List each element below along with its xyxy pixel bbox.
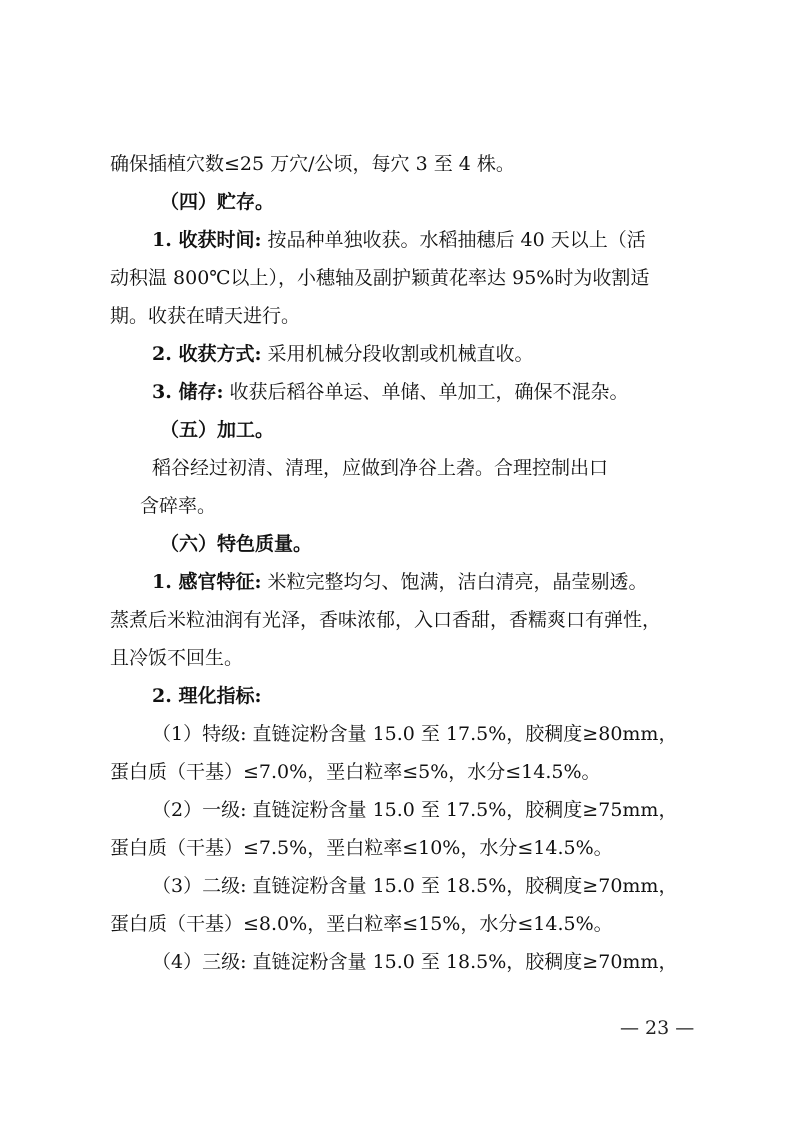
section-heading-storage: （四）贮存。 bbox=[160, 191, 275, 213]
text-line: 1. 感官特征: 米粒完整均匀、饱满，洁白清亮，晶莹剔透。 bbox=[152, 571, 648, 593]
text-line: （1）特级: 直链淀粉含量 15.0 至 17.5%，胶稠度≥80mm， bbox=[152, 723, 678, 745]
text-line: 动积温 800℃以上），小穗轴及副护颖黄花率达 95%时为收割适 bbox=[110, 267, 650, 289]
text-line: 期。收获在晴天进行。 bbox=[110, 305, 301, 327]
section-heading-processing: （五）加工。 bbox=[160, 419, 275, 441]
text-line: 1. 收获时间: 按品种单独收获。水稻抽穗后 40 天以上（活 bbox=[152, 229, 646, 251]
text-line: 且冷饭不回生。 bbox=[110, 647, 244, 669]
text-line: 稻谷经过初清、清理，应做到净谷上砻。合理控制出口 bbox=[152, 457, 609, 479]
subheading-indicators: 2. 理化指标: bbox=[152, 685, 262, 707]
page-number: — 23 — bbox=[620, 1017, 695, 1039]
section-heading-quality: （六）特色质量。 bbox=[160, 533, 313, 555]
text-line: （3）二级: 直链淀粉含量 15.0 至 18.5%，胶稠度≥70mm， bbox=[152, 875, 678, 897]
text-line: 确保插植穴数≤25 万穴/公顷，每穴 3 至 4 株。 bbox=[110, 153, 515, 175]
text-line: （4）三级: 直链淀粉含量 15.0 至 18.5%，胶稠度≥70mm， bbox=[152, 951, 678, 973]
text-line: 2. 收获方式: 采用机械分段收割或机械直收。 bbox=[152, 343, 534, 365]
text-line: 蛋白质（干基）≤8.0%，垩白粒率≤15%，水分≤14.5%。 bbox=[110, 913, 613, 935]
text-line: 蛋白质（干基）≤7.0%，垩白粒率≤5%，水分≤14.5%。 bbox=[110, 761, 601, 783]
text-line: 含碎率。 bbox=[140, 495, 217, 517]
text-line: （2）一级: 直链淀粉含量 15.0 至 17.5%，胶稠度≥75mm， bbox=[152, 799, 678, 821]
text-line: 3. 储存: 收获后稻谷单运、单储、单加工，确保不混杂。 bbox=[152, 381, 629, 403]
text-line: 蛋白质（干基）≤7.5%，垩白粒率≤10%，水分≤14.5%。 bbox=[110, 837, 613, 859]
text-line: 蒸煮后米粒油润有光泽，香味浓郁，入口香甜，香糯爽口有弹性， bbox=[110, 609, 662, 631]
